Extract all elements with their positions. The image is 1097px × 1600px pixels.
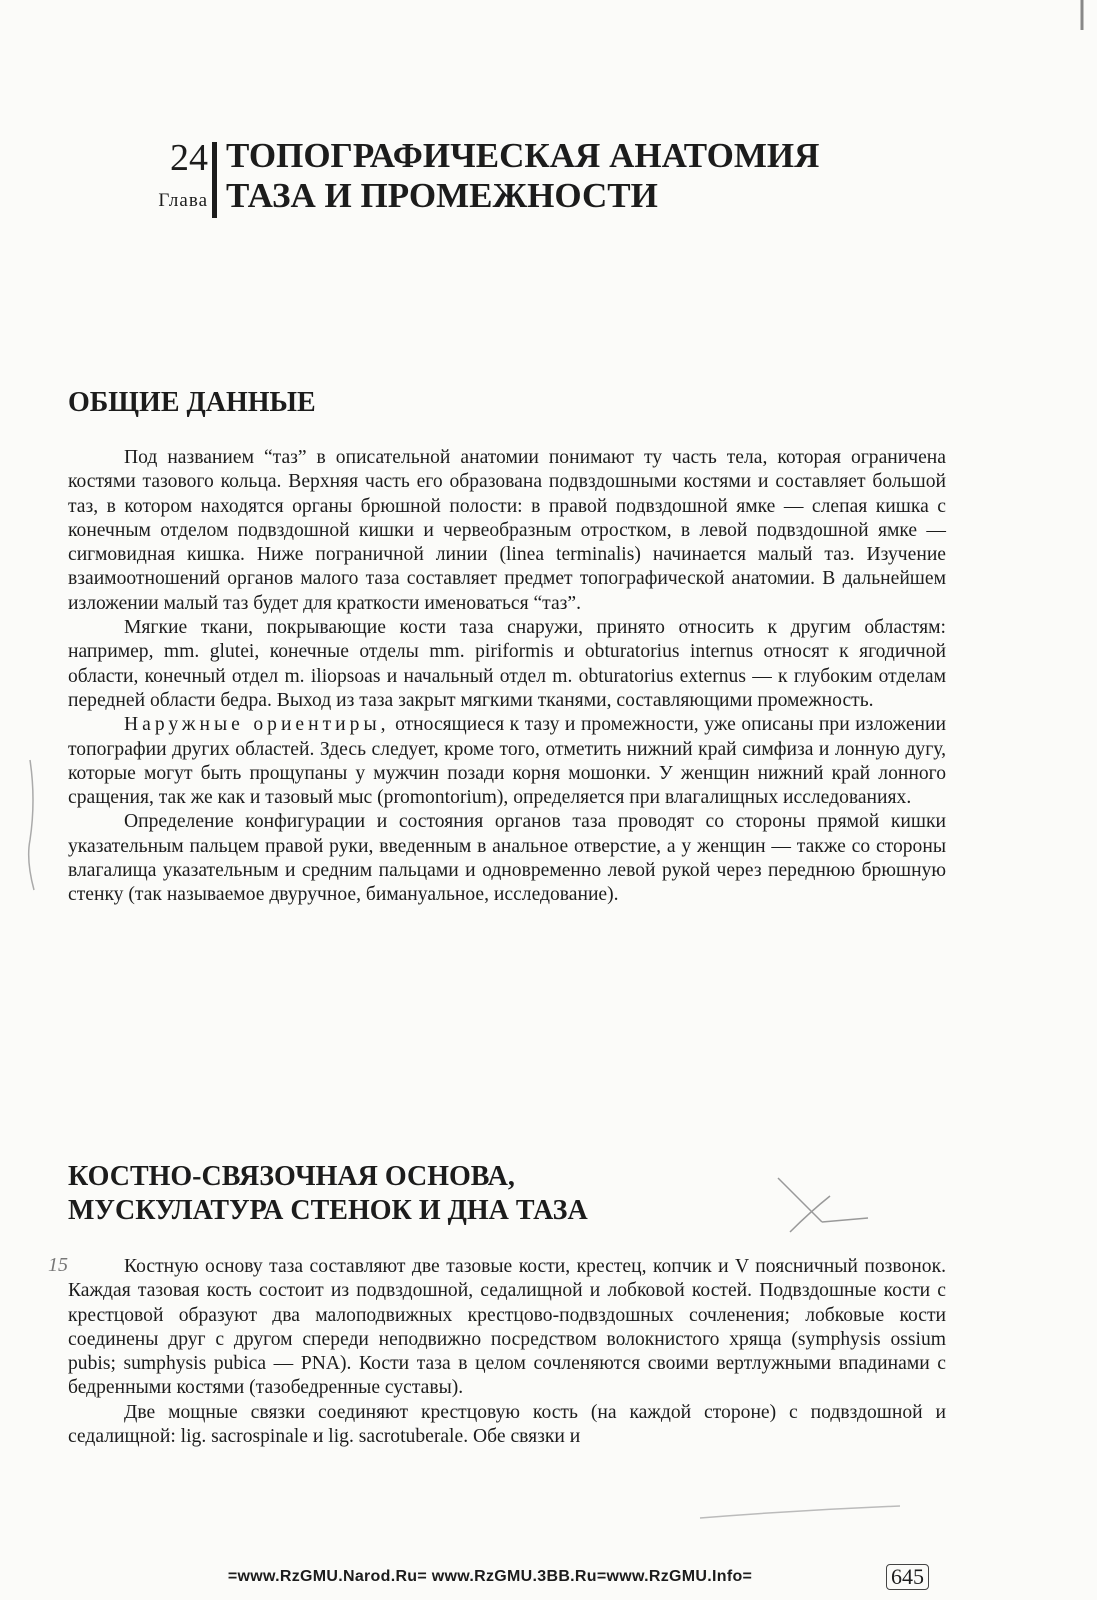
paragraph: Две мощные связки соединяют крестцовую кость (на каждой стороне) с подвздошной и седалищной: lig. sacrospinale и lig. sacrotuberale. Обе связки и [68, 1401, 946, 1448]
chapter-title-line-2: ТАЗА И ПРОМЕЖНОСТИ [226, 176, 658, 215]
margin-bracket-mark [29, 760, 34, 890]
chapter-label: Глава [158, 190, 208, 211]
paragraph [68, 713, 946, 810]
section-title-skeleton [68, 1160, 588, 1228]
spaced-term: Наружные ориентиры, [124, 714, 390, 736]
paragraph-text: относящиеся к тазу и промежности, уже описаны при изложении топографии других областей. Здесь следует, кроме того, отметить нижний край симфиза и лонную дугу, которые могут быть прощупаны у мужчин позади корня мошонки. У женщин нижний край лонного сращения, так же как и тазовый мыс (promontorium), определяется при влагалищных исследованиях. [68, 714, 946, 809]
chapter-heading [120, 132, 880, 222]
pencil-cross-mark [778, 1178, 868, 1232]
paragraph: Под названием “таз” в описательной анатомии понимают ту часть тела, которая ограничена костями тазового кольца. Верхняя часть его образована подвздошными костями и составляет большой таз, в котором находятся органы брюшной полости: в правой подвздошной ямке — слепая кишка с конечным отделом подвздошной кишки и червеобразным отростком, в левой подвздошной ямке — сигмовидная кишка. Ниже пограничной линии (linea terminalis) начинается малый таз. Изучение взаимоотношений органов малого таза составляет предмет топографической анатомии. В дальнейшем изложении малый таз будет для краткости именоваться “таз”. [68, 447, 946, 614]
chapter-divider [212, 142, 217, 218]
chapter-title [226, 136, 819, 216]
chapter-title-line-1: ТОПОГРАФИЧЕСКАЯ АНАТОМИЯ [226, 136, 820, 175]
chapter-number: 24 [170, 137, 208, 179]
paragraph: Мягкие ткани, покрывающие кости таза снаружи, принято относить к другим областям: например, mm. glutei, конечные отделы mm. piriformis и obturatorius internus относят к ягодичной области, конечный отдел m. iliopsoas и начальный отдел m. obturatorius externus — к глубоким отделам передней области бедра. Выход из таза закрыт мягкими тканями, составляющими промежность. [68, 617, 946, 711]
paragraph: Определение конфигурации и состояния органов таза проводят со стороны прямой кишки указательным пальцем правой руки, введенным в анальное отверстие, а у женщин — также со стороны влагалища указательным и средним пальцами и одновременно левой рукой через переднюю брюшную стенку (так называемое двуручное, бимануальное, исследование). [68, 811, 946, 906]
section-title-line-2: МУСКУЛАТУРА СТЕНОК И ДНА ТАЗА [68, 1195, 588, 1226]
section-title-line-1: КОСТНО-СВЯЗОЧНАЯ ОСНОВА, [68, 1161, 515, 1192]
section-body-general [68, 446, 946, 908]
section-title-general: ОБЩИЕ ДАННЫЕ [68, 387, 316, 418]
handwritten-margin-note: 15 [48, 1254, 68, 1276]
paragraph: Костную основу таза составляют две тазовые кости, крестец, копчик и V поясничный позвонок. Каждая тазовая кость состоит из подвздошной, седалищной и лобковой костей. Подвздошные кости с крестцовой образуют два малоподвижных крестцово-подвздошных сочленения; лобковые кости соединены друг с другом спереди неподвижно посредством волокнистого хряща (symphysis ossium pubis; sumphysis pubica — PNA). Кости таза в целом сочленяются своими вертлужными впадинами с бедренными костями (тазобедренные суставы). [68, 1256, 946, 1399]
underline-pen-mark [700, 1506, 900, 1518]
watermark-footer: =www.RzGMU.Narod.Ru= www.RzGMU.3BB.Ru=www.RzGMU.Info= [227, 1568, 753, 1585]
page-number: 645 [886, 1564, 929, 1590]
section-body-skeleton [68, 1255, 946, 1449]
